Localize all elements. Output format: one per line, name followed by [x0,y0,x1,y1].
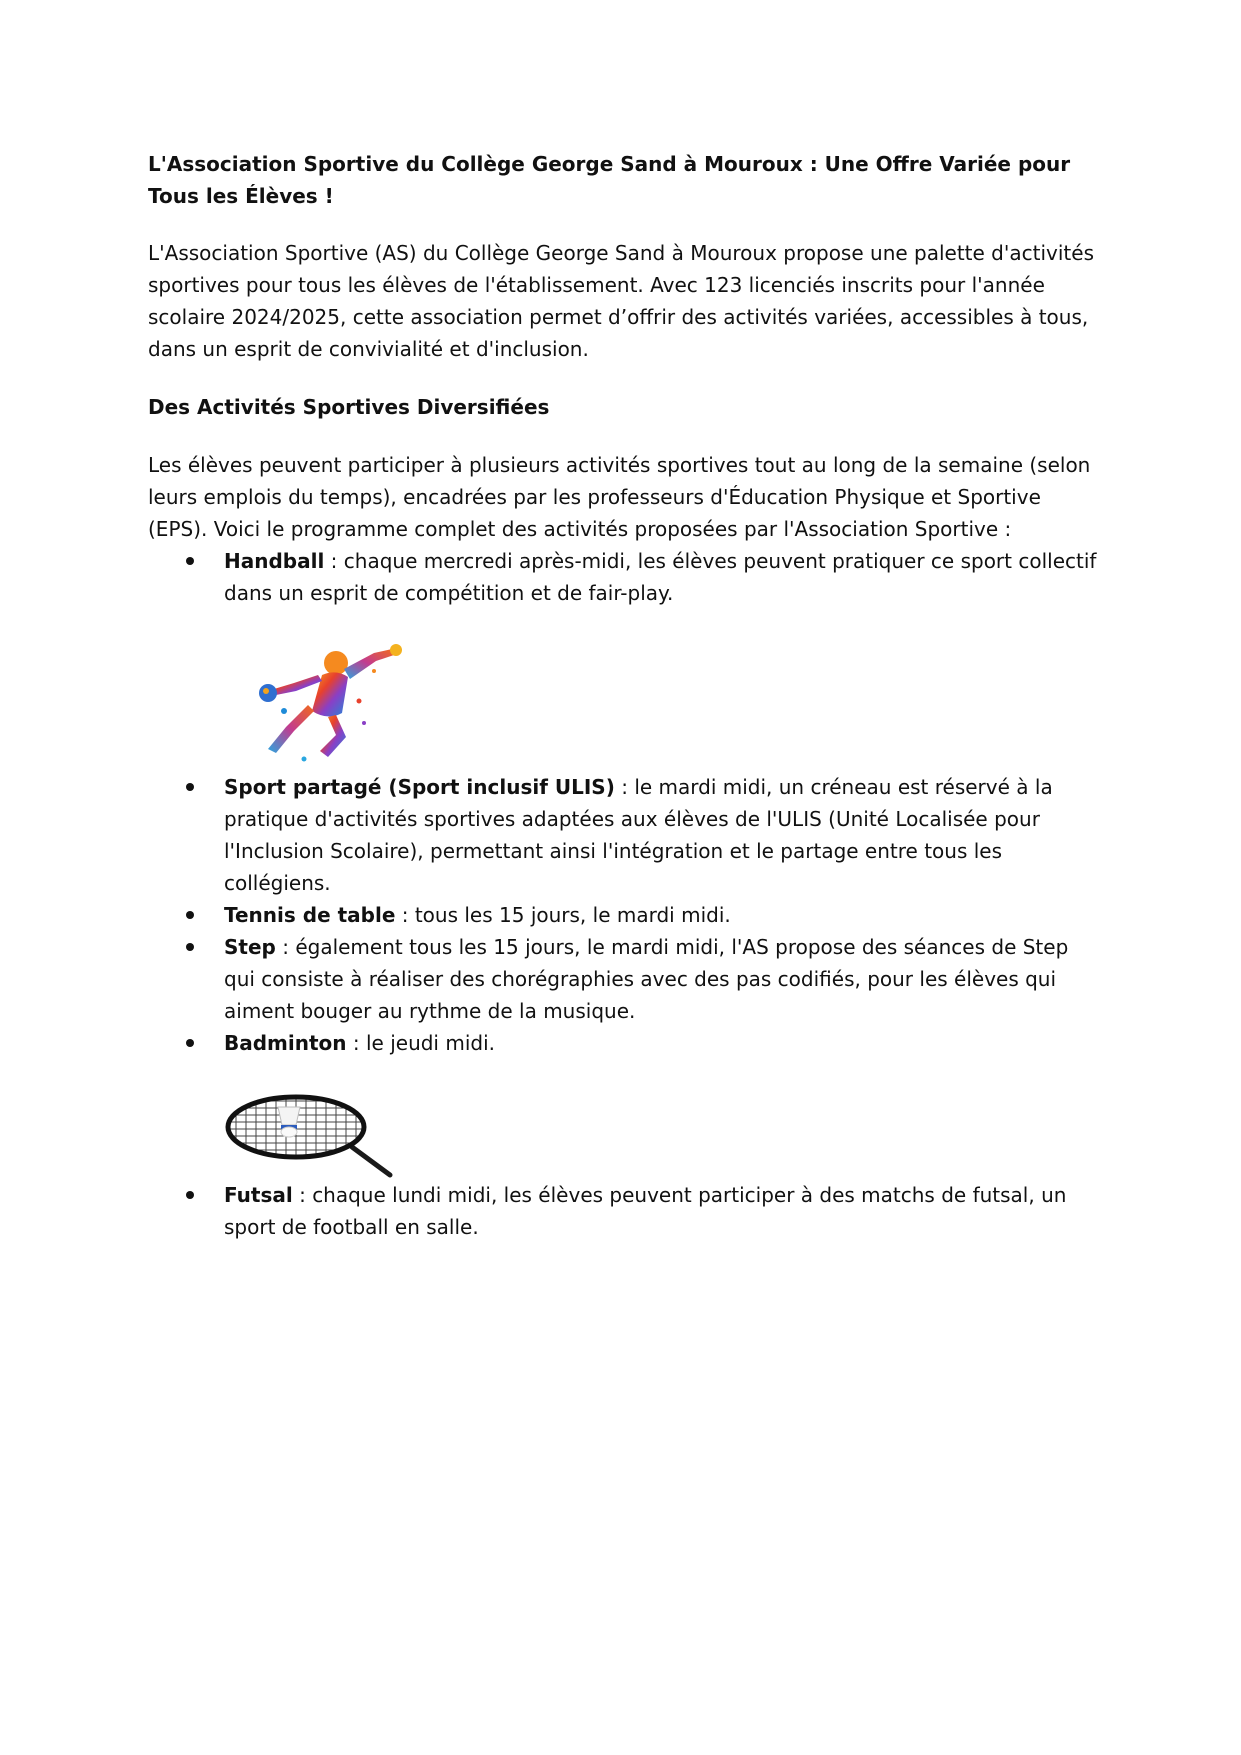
activity-name: Futsal [224,1183,293,1207]
activity-list [148,771,1098,1059]
activity-item-sport-partage [148,771,1098,899]
activity-name: Handball [224,549,325,573]
activity-item-handball [148,545,1098,609]
section-heading: Des Activités Sportives Diversifiées [148,395,550,419]
activity-item-tennis-de-table [148,899,1098,931]
activity-name: Sport partagé (Sport inclusif ULIS) [224,775,615,799]
badminton-racket-image [224,1089,394,1179]
activity-name: Tennis de table [224,903,396,927]
activity-name: Badminton [224,1031,347,1055]
document-page [148,148,1098,1243]
bullet-icon [186,943,194,951]
bullet-icon [186,557,194,565]
activity-item-badminton [148,1027,1098,1059]
activity-list [148,545,1098,609]
activity-description: : le mardi midi, un créneau est réservé à la pratique d'activités sportives adaptées aux élèves de l'ULIS (Unité Localisée pour l'Inclusion Scolaire), permettant ainsi l'intégration et le partage entre tous les collégiens. [224,775,1053,895]
document-title: L'Association Sportive du Collège George Sand à Mouroux : Une Offre Variée pour Tous les Élèves ! [148,152,1071,208]
activity-item-step [148,931,1098,1027]
activity-description: : chaque mercredi après-midi, les élèves peuvent pratiquer ce sport collectif dans un esprit de compétition et de fair-play. [224,549,1097,605]
activity-description: : tous les 15 jours, le mardi midi. [395,903,731,927]
activity-description: : le jeudi midi. [346,1031,495,1055]
activity-item-futsal [148,1179,1098,1243]
section-intro-paragraph: Les élèves peuvent participer à plusieurs activités sportives tout au long de la semaine (selon leurs emplois du temps), encadrées par les professeurs d'Éducation Physique et Sportive (EPS). Voici le programme complet des activités proposées par l'Association Sportive : [148,453,1091,541]
activity-description: : également tous les 15 jours, le mardi midi, l'AS propose des séances de Step qui consiste à réaliser des chorégraphies avec des pas codifiés, pour les élèves qui aiment bouger au rythme de la musique. [224,935,1069,1023]
bullet-icon [186,1039,194,1047]
bullet-icon [186,1191,194,1199]
activity-description: : chaque lundi midi, les élèves peuvent participer à des matchs de futsal, un sport de football en salle. [224,1183,1067,1239]
intro-paragraph: L'Association Sportive (AS) du Collège George Sand à Mouroux propose une palette d'activités sportives pour tous les élèves de l'établissement. Avec 123 licenciés inscrits pour l'année scolaire 2024/2025, cette association permet d’offrir des activités variées, accessibles à tous, dans un esprit de convivialité et d'inclusion. [148,241,1094,361]
activity-name: Step [224,935,276,959]
handball-player-image [224,631,409,771]
activity-list [148,1179,1098,1243]
bullet-icon [186,783,194,791]
bullet-icon [186,911,194,919]
